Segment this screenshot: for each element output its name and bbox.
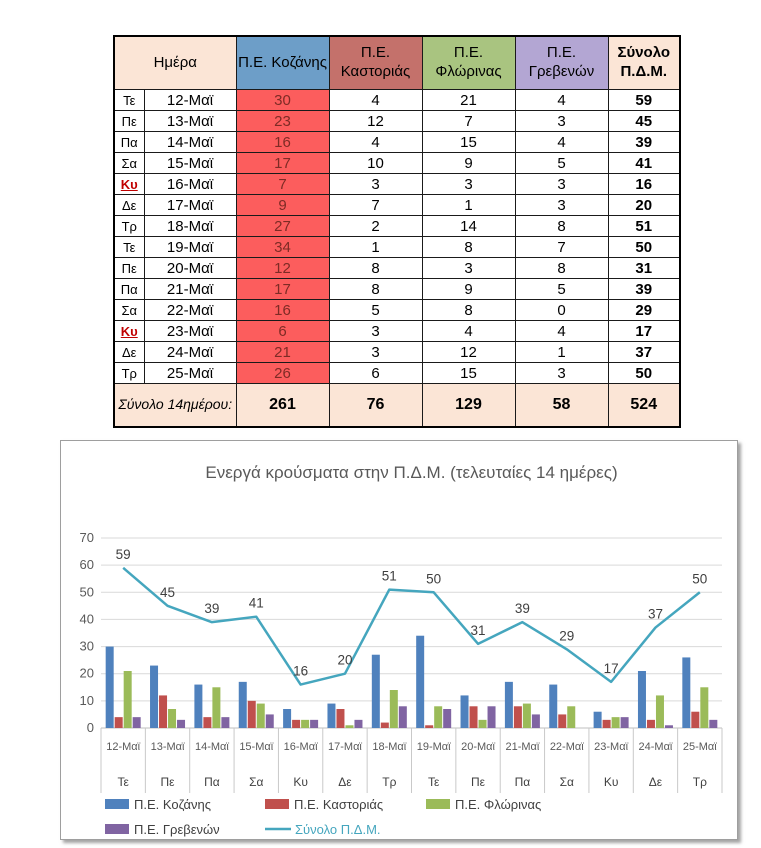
table-row	[114, 153, 680, 174]
date-cell: 18-Μαϊ	[144, 216, 236, 237]
bar-2	[336, 709, 344, 728]
kastoria-cell: 12	[329, 111, 422, 132]
bar-3	[168, 709, 176, 728]
bar-3	[523, 704, 531, 728]
total-cell: 20	[608, 195, 680, 216]
bar-4	[266, 714, 274, 728]
kastoria-cell: 7	[329, 195, 422, 216]
line-data-label: 20	[337, 652, 353, 668]
y-axis-tick-label: 20	[79, 665, 94, 681]
bar-2	[470, 706, 478, 728]
x-axis-date-label: 22-Μαϊ	[549, 741, 584, 753]
kozani-cell: 23	[236, 111, 329, 132]
legend-swatch	[426, 799, 450, 809]
bar-1	[594, 712, 602, 728]
florina-cell: 12	[422, 342, 515, 363]
table-row	[114, 132, 680, 153]
day-cell: Πα	[114, 279, 144, 300]
x-axis-day-label: Πα	[514, 775, 531, 789]
y-axis-tick-label: 30	[79, 638, 94, 654]
florina-cell: 3	[422, 174, 515, 195]
florina-cell: 21	[422, 90, 515, 111]
x-axis-day-label: Τε	[427, 775, 440, 789]
legend-swatch	[265, 799, 289, 809]
kastoria-cell: 8	[329, 258, 422, 279]
header-florina: Π.Ε. Φλώρινας	[422, 36, 515, 90]
x-axis-day-label: Τε	[117, 775, 129, 789]
line-data-label: 50	[426, 571, 442, 587]
x-axis-date-label: 17-Μαϊ	[328, 741, 362, 753]
x-axis-date-label: 24-Μαϊ	[638, 741, 673, 753]
florina-cell: 14	[422, 216, 515, 237]
bar-4	[532, 714, 540, 728]
day-cell: Κυ	[114, 174, 144, 195]
bar-2	[603, 720, 611, 728]
footer-grevena-total: 58	[515, 384, 608, 428]
total-cell: 29	[608, 300, 680, 321]
kastoria-cell: 4	[329, 90, 422, 111]
x-axis-day-label: Δε	[648, 775, 663, 789]
bar-3	[612, 717, 620, 728]
date-cell: 13-Μαϊ	[144, 111, 236, 132]
x-axis-day-label: Πε	[160, 775, 175, 789]
kastoria-cell: 6	[329, 363, 422, 384]
x-axis-day-label: Σα	[559, 775, 574, 789]
bar-2	[558, 714, 566, 728]
table-header-row	[114, 36, 680, 90]
x-axis-date-label: 21-Μαϊ	[505, 741, 540, 753]
line-data-label: 41	[248, 595, 264, 611]
kozani-cell: 30	[236, 90, 329, 111]
bar-1	[194, 685, 202, 728]
kozani-cell: 16	[236, 300, 329, 321]
table-row	[114, 111, 680, 132]
y-axis-tick-label: 40	[79, 611, 94, 627]
date-cell: 14-Μαϊ	[144, 132, 236, 153]
line-data-label: 29	[559, 628, 575, 644]
kozani-cell: 16	[236, 132, 329, 153]
x-axis-day-label: Πε	[471, 775, 486, 789]
grevena-cell: 7	[515, 237, 608, 258]
y-axis-tick-label: 60	[79, 557, 94, 573]
kastoria-cell: 1	[329, 237, 422, 258]
kozani-cell: 17	[236, 279, 329, 300]
bar-3	[567, 706, 575, 728]
florina-cell: 4	[422, 321, 515, 342]
header-day-column: Ημέρα	[114, 36, 236, 90]
bar-4	[221, 717, 229, 728]
bar-1	[150, 666, 158, 728]
kastoria-cell: 3	[329, 174, 422, 195]
x-axis-date-label: 13-Μαϊ	[150, 741, 185, 753]
y-axis-tick-label: 70	[79, 530, 94, 545]
kozani-cell: 17	[236, 153, 329, 174]
table-header	[114, 36, 680, 90]
total-cell: 50	[608, 363, 680, 384]
grevena-cell: 8	[515, 216, 608, 237]
day-cell: Κυ	[114, 321, 144, 342]
kastoria-cell: 4	[329, 132, 422, 153]
grevena-cell: 8	[515, 258, 608, 279]
total-cell: 39	[608, 279, 680, 300]
bar-4	[310, 720, 318, 728]
day-cell: Σα	[114, 153, 144, 174]
bar-1	[283, 709, 291, 728]
bar-1	[549, 685, 557, 728]
bar-1	[239, 682, 247, 728]
line-data-label: 17	[603, 660, 619, 676]
day-cell: Τρ	[114, 216, 144, 237]
florina-cell: 9	[422, 279, 515, 300]
total-cell: 59	[608, 90, 680, 111]
x-axis-date-label: 12-Μαϊ	[106, 741, 141, 753]
kastoria-cell: 10	[329, 153, 422, 174]
table-body	[114, 90, 680, 384]
line-data-label: 37	[647, 606, 663, 622]
florina-cell: 8	[422, 237, 515, 258]
bar-4	[354, 720, 362, 728]
legend-label: Π.Ε. Γρεβενών	[134, 822, 220, 837]
footer-total-label: Σύνολο 14ημέρου:	[114, 384, 236, 428]
bar-2	[203, 717, 211, 728]
x-axis-day-label: Δε	[338, 775, 352, 789]
total-cell: 37	[608, 342, 680, 363]
table-row	[114, 300, 680, 321]
day-cell: Πε	[114, 258, 144, 279]
x-axis-date-label: 14-Μαϊ	[194, 741, 229, 753]
kastoria-cell: 3	[329, 321, 422, 342]
day-cell: Δε	[114, 195, 144, 216]
day-cell: Πα	[114, 132, 144, 153]
date-cell: 23-Μαϊ	[144, 321, 236, 342]
table-row	[114, 363, 680, 384]
date-cell: 22-Μαϊ	[144, 300, 236, 321]
grevena-cell: 3	[515, 174, 608, 195]
florina-cell: 15	[422, 132, 515, 153]
bar-2	[115, 717, 123, 728]
kastoria-cell: 8	[329, 279, 422, 300]
bar-3	[124, 671, 132, 728]
x-axis-date-label: 23-Μαϊ	[594, 741, 629, 753]
table-row	[114, 258, 680, 279]
y-axis-tick-label: 50	[79, 584, 94, 600]
day-cell: Σα	[114, 300, 144, 321]
x-axis-day-label: Πα	[204, 775, 220, 789]
florina-cell: 1	[422, 195, 515, 216]
bar-1	[416, 636, 424, 728]
bar-4	[488, 706, 496, 728]
y-axis-tick-label: 10	[79, 692, 94, 708]
date-cell: 21-Μαϊ	[144, 279, 236, 300]
date-cell: 12-Μαϊ	[144, 90, 236, 111]
kastoria-cell: 3	[329, 342, 422, 363]
total-cell: 50	[608, 237, 680, 258]
date-cell: 20-Μαϊ	[144, 258, 236, 279]
bar-2	[381, 723, 389, 728]
legend-label: Π.Ε. Φλώρινας	[455, 797, 542, 812]
bar-2	[647, 720, 655, 728]
x-axis-day-label: Κυ	[293, 775, 308, 789]
kozani-cell: 12	[236, 258, 329, 279]
x-axis-date-label: 18-Μαϊ	[372, 741, 407, 753]
bar-3	[656, 695, 664, 728]
line-data-label: 16	[293, 663, 309, 679]
line-data-label: 31	[470, 622, 486, 638]
day-cell: Πε	[114, 111, 144, 132]
grevena-cell: 3	[515, 195, 608, 216]
grevena-cell: 3	[515, 111, 608, 132]
bar-1	[682, 657, 690, 728]
kozani-cell: 26	[236, 363, 329, 384]
bar-1	[638, 671, 646, 728]
total-cell: 39	[608, 132, 680, 153]
x-axis-date-label: 20-Μαϊ	[461, 741, 495, 753]
bar-2	[514, 706, 522, 728]
bar-2	[248, 701, 256, 728]
legend-label-total: Σύνολο Π.Δ.Μ.	[295, 822, 381, 837]
table-row	[114, 216, 680, 237]
line-data-label: 39	[204, 601, 220, 617]
kozani-cell: 9	[236, 195, 329, 216]
bar-3	[345, 725, 353, 728]
date-cell: 16-Μαϊ	[144, 174, 236, 195]
day-cell: Τε	[114, 237, 144, 258]
grevena-cell: 5	[515, 279, 608, 300]
bar-4	[177, 720, 185, 728]
table-row	[114, 174, 680, 195]
footer-kastoria-total: 76	[329, 384, 422, 428]
kozani-cell: 27	[236, 216, 329, 237]
grevena-cell: 3	[515, 363, 608, 384]
grevena-cell: 4	[515, 132, 608, 153]
florina-cell: 7	[422, 111, 515, 132]
total-cell: 41	[608, 153, 680, 174]
total-cell: 51	[608, 216, 680, 237]
bar-2	[159, 695, 167, 728]
bar-3	[434, 706, 442, 728]
bar-1	[327, 704, 335, 728]
bar-4	[709, 720, 717, 728]
bar-3	[700, 687, 708, 728]
line-data-label: 50	[692, 571, 708, 587]
bar-3	[301, 720, 309, 728]
legend-label: Π.Ε. Καστοριάς	[294, 797, 384, 812]
bar-4	[443, 709, 451, 728]
line-data-label: 59	[115, 546, 131, 562]
table-row	[114, 237, 680, 258]
x-axis-day-label: Τρ	[382, 775, 397, 789]
bar-4	[399, 706, 407, 728]
line-data-label: 51	[381, 568, 397, 584]
florina-cell: 3	[422, 258, 515, 279]
bar-3	[390, 690, 398, 728]
grevena-cell: 4	[515, 90, 608, 111]
table-row	[114, 342, 680, 363]
kozani-cell: 34	[236, 237, 329, 258]
grevena-cell: 5	[515, 153, 608, 174]
bar-3	[257, 704, 265, 728]
grevena-cell: 1	[515, 342, 608, 363]
footer-florina-total: 129	[422, 384, 515, 428]
table-row	[114, 90, 680, 111]
grevena-cell: 4	[515, 321, 608, 342]
legend-label: Π.Ε. Κοζάνης	[134, 797, 212, 812]
bar-1	[505, 682, 513, 728]
header-grevena: Π.Ε. Γρεβενών	[515, 36, 608, 90]
bar-3	[212, 687, 220, 728]
total-cell: 17	[608, 321, 680, 342]
kozani-cell: 7	[236, 174, 329, 195]
bar-2	[292, 720, 300, 728]
table-footer	[114, 384, 680, 428]
header-kastoria: Π.Ε. Καστοριάς	[329, 36, 422, 90]
bar-4	[133, 717, 141, 728]
date-cell: 25-Μαϊ	[144, 363, 236, 384]
x-axis-day-label: Τρ	[692, 775, 707, 789]
florina-cell: 9	[422, 153, 515, 174]
line-data-label: 39	[514, 601, 530, 617]
x-axis-date-label: 19-Μαϊ	[416, 741, 451, 753]
cases-chart	[61, 441, 737, 839]
x-axis-day-label: Σα	[249, 775, 264, 789]
table-row	[114, 195, 680, 216]
bar-3	[479, 720, 487, 728]
bar-1	[461, 695, 469, 728]
x-axis-date-label: 16-Μαϊ	[283, 741, 318, 753]
table-row	[114, 279, 680, 300]
florina-cell: 15	[422, 363, 515, 384]
x-axis-day-label: Κυ	[603, 775, 619, 789]
bar-1	[106, 647, 114, 728]
kastoria-cell: 5	[329, 300, 422, 321]
grevena-cell: 0	[515, 300, 608, 321]
header-total: Σύνολο Π.Δ.Μ.	[608, 36, 680, 90]
legend-swatch	[105, 799, 129, 809]
line-data-label: 45	[160, 584, 176, 600]
y-axis-tick-label: 0	[86, 720, 94, 735]
table-row	[114, 321, 680, 342]
footer-kozani-total: 261	[236, 384, 329, 428]
chart-container	[60, 440, 738, 840]
total-cell: 45	[608, 111, 680, 132]
date-cell: 15-Μαϊ	[144, 153, 236, 174]
total-cell: 16	[608, 174, 680, 195]
bar-4	[665, 725, 673, 728]
date-cell: 17-Μαϊ	[144, 195, 236, 216]
day-cell: Δε	[114, 342, 144, 363]
cases-table	[113, 35, 681, 428]
total-cell: 31	[608, 258, 680, 279]
table-footer-row	[114, 384, 680, 428]
header-kozani: Π.Ε. Κοζάνης	[236, 36, 329, 90]
bar-4	[621, 717, 629, 728]
footer-grand-total: 524	[608, 384, 680, 428]
kozani-cell: 6	[236, 321, 329, 342]
legend-swatch	[105, 824, 129, 834]
day-cell: Τε	[114, 90, 144, 111]
bar-2	[691, 712, 699, 728]
bar-2	[425, 725, 433, 728]
kastoria-cell: 2	[329, 216, 422, 237]
kozani-cell: 21	[236, 342, 329, 363]
x-axis-date-label: 15-Μαϊ	[239, 741, 274, 753]
bar-1	[372, 655, 380, 728]
x-axis-date-label: 25-Μαϊ	[682, 741, 717, 753]
date-cell: 24-Μαϊ	[144, 342, 236, 363]
chart-title: Ενεργά κρούσματα στην Π.Δ.Μ. (τελευταίες 14 ημέρες)	[205, 463, 618, 482]
florina-cell: 8	[422, 300, 515, 321]
date-cell: 19-Μαϊ	[144, 237, 236, 258]
day-cell: Τρ	[114, 363, 144, 384]
